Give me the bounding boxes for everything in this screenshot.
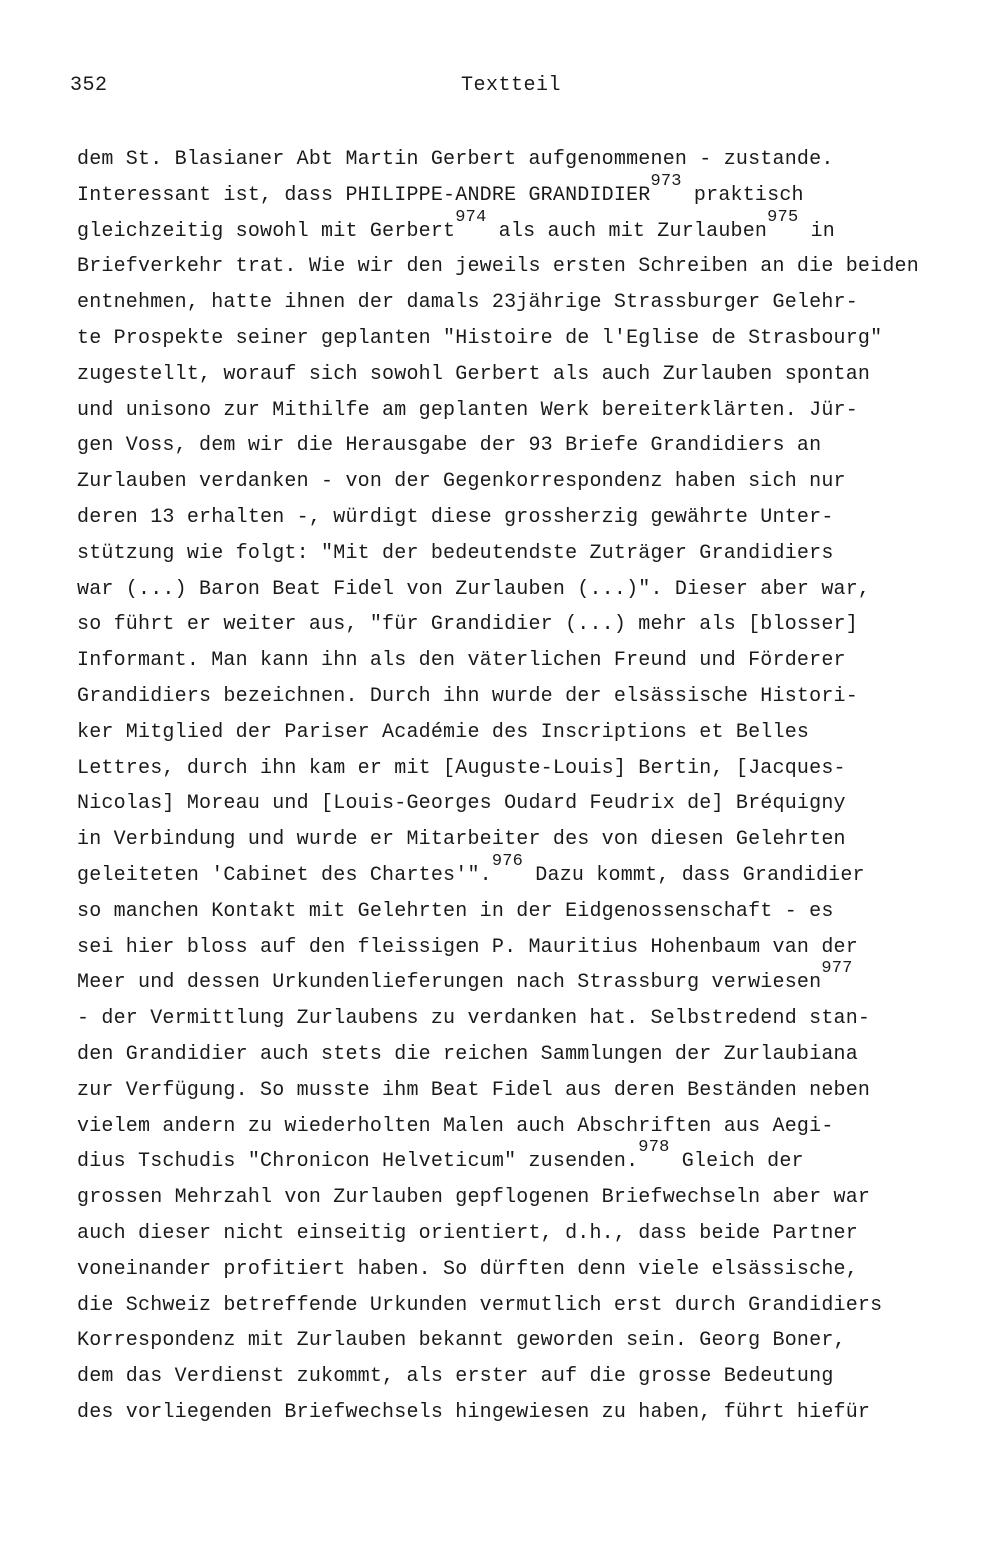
text-segment: Grandidiers bezeichnen. Durch ihn wurde der elsässische Histori- <box>77 684 858 708</box>
text-line <box>77 751 977 787</box>
text-line <box>77 357 977 393</box>
text-segment: praktisch <box>681 183 804 207</box>
text-line <box>77 822 977 858</box>
text-segment: entnehmen, hatte ihnen der damals 23jährige Strassburger Gelehr- <box>77 291 858 315</box>
text-line <box>77 464 977 500</box>
text-line <box>77 1073 977 1109</box>
text-line <box>77 1037 977 1073</box>
text-segment: als auch mit Zurlauben <box>486 219 768 243</box>
text-line <box>77 1216 977 1252</box>
text-segment: - der Vermittlung Zurlaubens zu verdanken hat. Selbstredend stan- <box>77 1007 871 1031</box>
text-segment: zugestellt, worauf sich sowohl Gerbert als auch Zurlauben spontan <box>77 362 871 386</box>
text-segment: Gleich der <box>669 1150 804 1174</box>
text-line <box>77 1109 977 1145</box>
text-line <box>77 500 977 536</box>
running-head: Textteil <box>461 74 562 97</box>
text-segment: in <box>798 219 835 243</box>
text-segment: zur Verfügung. So musste ihm Beat Fidel aus deren Beständen neben <box>77 1078 871 1102</box>
text-line <box>77 679 977 715</box>
footnote-marker: 976 <box>491 851 524 871</box>
body-text <box>77 142 977 1431</box>
text-segment: Dazu kommt, dass Grandidier <box>523 863 865 887</box>
text-line <box>77 1001 977 1037</box>
text-segment: gleichzeitig sowohl mit Gerbert <box>77 219 456 243</box>
text-segment: deren 13 erhalten -, würdigt diese grossherzig gewährte Unter- <box>77 505 834 529</box>
text-segment: grossen Mehrzahl von Zurlauben gepflogenen Briefwechseln aber war <box>77 1186 871 1210</box>
page-number: 352 <box>70 74 108 97</box>
text-line <box>77 1359 977 1395</box>
text-segment: Meer und dessen Urkundenlieferungen nach Strassburg verwiesen <box>77 971 822 995</box>
text-line <box>77 643 977 679</box>
text-line <box>77 321 977 357</box>
text-segment: auch dieser nicht einseitig orientiert, d.h., dass beide Partner <box>77 1221 858 1245</box>
text-line <box>77 171 977 214</box>
text-line <box>77 1288 977 1324</box>
text-line <box>77 1395 977 1431</box>
text-line <box>77 249 977 285</box>
text-line <box>77 786 977 822</box>
text-segment: Zurlauben verdanken - von der Gegenkorrespondenz haben sich nur <box>77 470 846 494</box>
text-line <box>77 894 977 930</box>
text-line <box>77 142 977 178</box>
text-segment: vielem andern zu wiederholten Malen auch Abschriften aus Aegi- <box>77 1114 834 1138</box>
footnote-marker: 975 <box>767 207 799 227</box>
text-segment: voneinander profitiert haben. So dürften denn viele elsässische, <box>77 1257 858 1281</box>
text-segment: Informant. Man kann ihn als den väterlichen Freund und Förderer <box>77 649 846 673</box>
text-segment: den Grandidier auch stets die reichen Sammlungen der Zurlaubiana <box>77 1042 858 1066</box>
text-line <box>77 1180 977 1216</box>
text-line <box>77 572 977 608</box>
text-line <box>77 1138 977 1180</box>
text-line <box>77 1323 977 1359</box>
text-segment: geleiteten 'Cabinet des Chartes'". <box>77 863 492 887</box>
text-segment: sei hier bloss auf den fleissigen P. Mauritius Hohenbaum van der <box>77 935 858 959</box>
text-segment: so manchen Kontakt mit Gelehrten in der Eidgenossenschaft - es <box>77 899 834 923</box>
footnote-marker: 978 <box>638 1138 670 1158</box>
text-segment: ker Mitglied der Pariser Académie des Inscriptions et Belles <box>77 720 810 744</box>
text-segment: Lettres, durch ihn kam er mit [Auguste-Louis] Bertin, [Jacques- <box>77 756 846 780</box>
footnote-marker: 974 <box>455 207 487 227</box>
text-segment: war (...) Baron Beat Fidel von Zurlauben (...)". Dieser aber war, <box>77 577 871 601</box>
text-segment: Nicolas] Moreau und [Louis-Georges Oudard Feudrix de] Bréquigny <box>77 792 846 816</box>
text-segment: dem St. Blasianer Abt Martin Gerbert aufgenommenen - zustande. <box>77 148 834 171</box>
text-line <box>77 285 977 321</box>
text-line <box>77 207 977 250</box>
text-segment: in Verbindung und wurde er Mitarbeiter des von diesen Gelehrten <box>77 828 846 852</box>
text-line <box>77 715 977 751</box>
text-segment: Korrespondenz mit Zurlauben bekannt geworden sein. Georg Boner, <box>77 1329 846 1353</box>
footnote-marker: 973 <box>650 171 682 191</box>
text-segment: dem das Verdienst zukommt, als erster auf die grosse Bedeutung <box>77 1365 834 1389</box>
text-line <box>77 607 977 643</box>
text-segment: die Schweiz betreffende Urkunden vermutlich erst durch Grandidiers <box>77 1293 883 1317</box>
text-line <box>77 536 977 572</box>
text-segment: Interessant ist, dass PHILIPPE-ANDRE GRANDIDIER <box>77 183 651 207</box>
text-line <box>77 428 977 464</box>
text-segment: te Prospekte seiner geplanten "Histoire de l'Eglise de Strasbourg" <box>77 326 883 350</box>
text-segment: dius Tschudis "Chronicon Helveticum" zusenden. <box>77 1150 639 1174</box>
text-line <box>77 393 977 429</box>
footnote-marker: 977 <box>821 959 853 979</box>
text-segment: Briefverkehr trat. Wie wir den jeweils ersten Schreiben an die beiden <box>77 255 919 279</box>
text-segment: so führt er weiter aus, "für Grandidier (...) mehr als [blosser] <box>77 613 858 637</box>
text-segment: stützung wie folgt: "Mit der bedeutendste Zuträger Grandidiers <box>77 541 834 565</box>
text-segment: und unisono zur Mithilfe am geplanten Werk bereiterklärten. Jür- <box>77 398 858 422</box>
text-line <box>77 959 977 1001</box>
text-segment: des vorliegenden Briefwechsels hingewiesen zu haben, führt hiefür <box>77 1400 871 1424</box>
text-line <box>77 851 977 894</box>
text-segment: gen Voss, dem wir die Herausgabe der 93 Briefe Grandidiers an <box>77 434 822 458</box>
text-line <box>77 1252 977 1288</box>
